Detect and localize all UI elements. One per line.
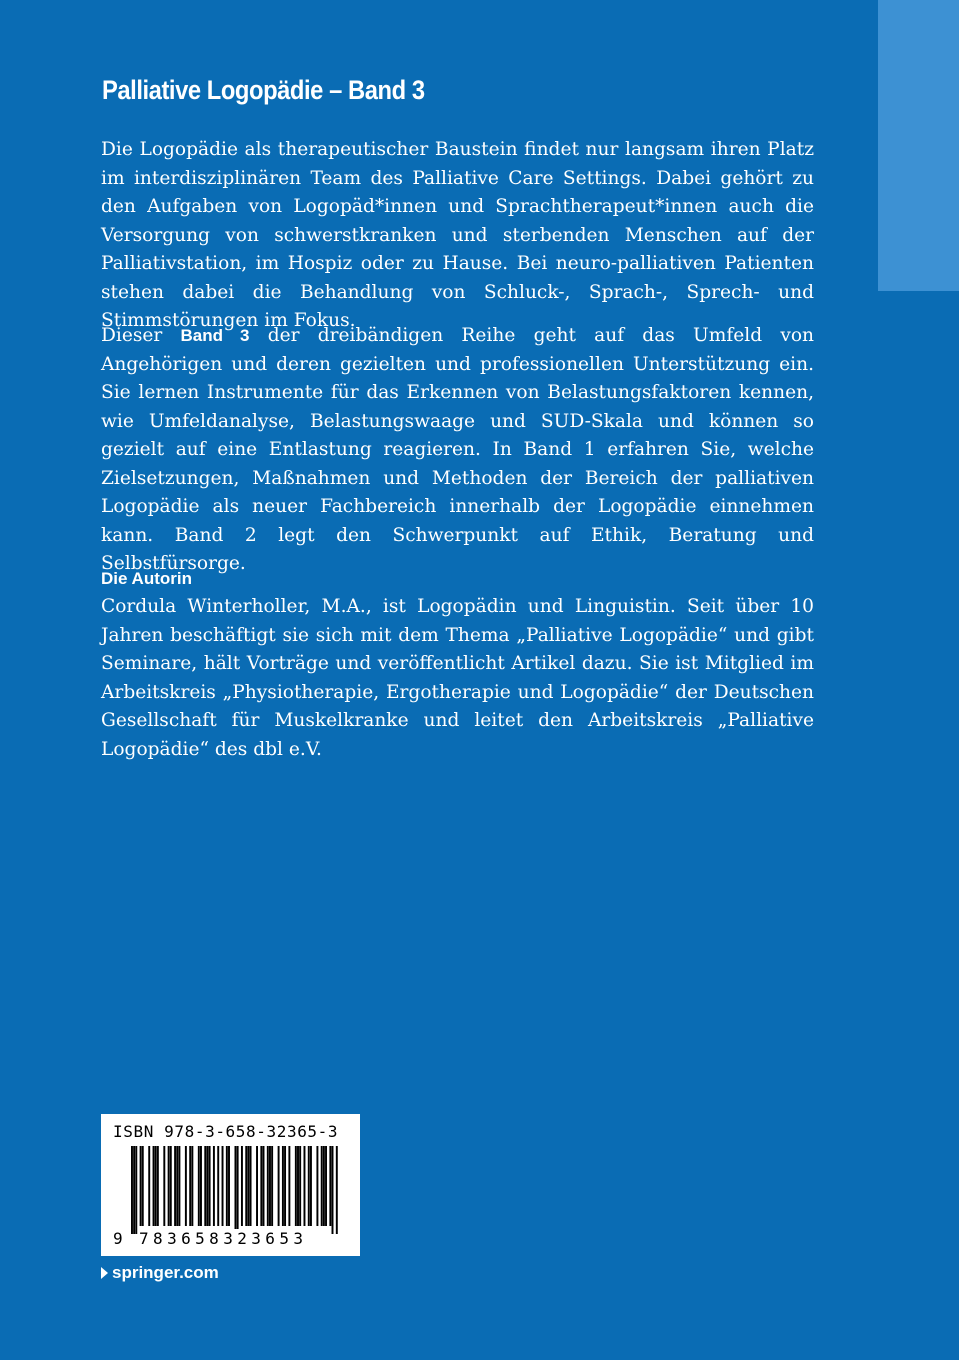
description-paragraph-1: Die Logopädie als therapeutischer Baustein findet nur langsam ihren Platz im interdisziplinären Team des Palliative Care Settings. Dabei gehört zu den Aufgaben von Logopäd*innen und Sprachtherapeut*innen auch die Versorgung von schwerstkranken und sterbenden Menschen auf der Palliativstation, im Hospiz oder zu Hause. Bei neuro-palliativen Patienten stehen dabei die Behandlung von Schluck-, Sprach-, Sprech- und Stimmstörungen im Fokus. [101, 139, 814, 331]
barcode-bars-icon [131, 1146, 338, 1234]
paragraph-2-rest: der dreibändigen Reihe geht auf das Umfeld von Angehörigen und deren gezielten und professionellen Unterstützung ein. Sie lernen Instrumente für das Erkennen von Belastungsfaktoren kennen, wie Umfeldanalyse, Belastungswaage und SUD-Skala und können so gezielt auf eine Entlastung reagieren. In Band 1 erfahren Sie, welche Zielsetzungen, Maßnahmen und Methoden der Bereich der palliativen Logopädie als neuer Fachbereich innerhalb der Logopädie einnehmen kann. Band 2 legt den Schwerpunkt auf Ethik, Beratung und Selbstfürsorge. [101, 325, 814, 574]
book-title: Palliative Logopädie – Band 3 [102, 75, 425, 105]
isbn-label: ISBN 978-3-658-32365-3 [113, 1122, 339, 1141]
author-heading: Die Autorin [101, 569, 192, 588]
barcode-digits: 783658323653 [139, 1229, 308, 1248]
description-paragraph-2 [101, 322, 814, 579]
author-bio: Cordula Winterholler, M.A., ist Logopädin und Linguistin. Seit über 10 Jahren beschäftigt sie sich mit dem Thema „Palliative Logopädie“ und gibt Seminare, hält Vorträge und veröffentlicht Artikel dazu. Sie ist Mitglied im Arbeitskreis „Physiotherapie, Ergotherapie und Logopädie“ der Deutschen Gesellschaft für Muskelkranke und leitet den Arbeitskreis „Palliative Logopädie“ des dbl e.V. [101, 596, 814, 760]
paragraph-2-prefix: Dieser [101, 325, 181, 346]
publisher-link-text: springer.com [112, 1263, 219, 1282]
cover-edge-tab [878, 0, 959, 291]
volume-label: Band 3 [180, 326, 250, 345]
publisher-link[interactable] [101, 1261, 219, 1285]
triangle-right-icon [101, 1267, 108, 1279]
isbn-barcode-box [101, 1114, 360, 1256]
barcode-first-digit: 9 [113, 1229, 123, 1248]
